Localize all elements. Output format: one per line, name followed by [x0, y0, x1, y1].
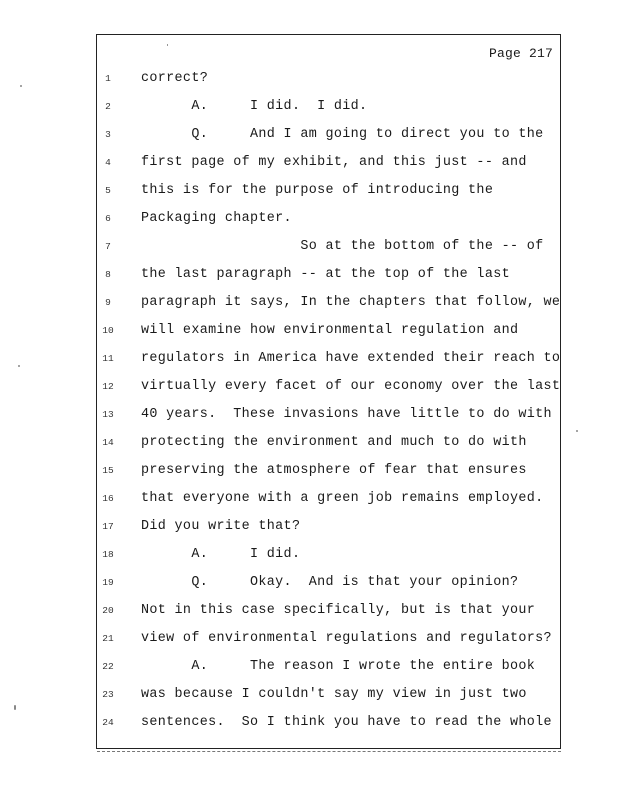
- line-text: that everyone with a green job remains employed.: [141, 491, 544, 506]
- line-number: 16: [102, 493, 114, 504]
- transcript-line: [97, 351, 560, 371]
- scan-speck: [20, 85, 22, 87]
- line-number: 1: [105, 73, 111, 84]
- line-number: 18: [102, 549, 114, 560]
- line-number: 8: [105, 269, 111, 280]
- line-text: Q. Okay. And is that your opinion?: [141, 575, 519, 590]
- scan-speck: [167, 44, 168, 46]
- line-text: 40 years. These invasions have little to do with: [141, 407, 552, 422]
- transcript-line: [97, 603, 560, 623]
- line-text: sentences. So I think you have to read the whole: [141, 715, 552, 730]
- line-text: the last paragraph -- at the top of the last: [141, 267, 510, 282]
- line-number: 12: [102, 381, 114, 392]
- line-number: 7: [105, 241, 111, 252]
- transcript-line: [97, 631, 560, 651]
- line-text: A. I did.: [141, 547, 301, 562]
- line-number: 6: [105, 213, 111, 224]
- line-number: 14: [102, 437, 114, 448]
- transcript-line: [97, 379, 560, 399]
- scan-speck: [576, 430, 578, 432]
- transcript-line: [97, 295, 560, 315]
- transcript-line: [97, 715, 560, 735]
- line-text: paragraph it says, In the chapters that follow, we: [141, 295, 561, 310]
- line-text: A. I did. I did.: [141, 99, 368, 114]
- line-number: 9: [105, 297, 111, 308]
- scan-speck: [18, 365, 20, 367]
- line-number: 24: [102, 717, 114, 728]
- line-number: 22: [102, 661, 114, 672]
- line-text: Q. And I am going to direct you to the: [141, 127, 544, 142]
- transcript-line: [97, 435, 560, 455]
- transcript-page: [96, 34, 561, 749]
- line-number: 4: [105, 157, 111, 168]
- transcript-line: [97, 155, 560, 175]
- line-text: So at the bottom of the -- of: [141, 239, 544, 254]
- line-text: first page of my exhibit, and this just -- and: [141, 155, 527, 170]
- line-text: will examine how environmental regulation and: [141, 323, 519, 338]
- line-text: preserving the atmosphere of fear that ensures: [141, 463, 527, 478]
- transcript-line: [97, 519, 560, 539]
- line-text: A. The reason I wrote the entire book: [141, 659, 536, 674]
- line-number: 2: [105, 101, 111, 112]
- transcript-line: [97, 127, 560, 147]
- line-number: 13: [102, 409, 114, 420]
- line-text: was because I couldn't say my view in just two: [141, 687, 527, 702]
- line-number: 10: [102, 325, 114, 336]
- transcript-line: [97, 547, 560, 567]
- transcript-line: [97, 239, 560, 259]
- line-text: view of environmental regulations and regulators?: [141, 631, 552, 646]
- transcript-line: [97, 463, 560, 483]
- line-text: Packaging chapter.: [141, 211, 292, 226]
- transcript-line: [97, 99, 560, 119]
- transcript-line: [97, 267, 560, 287]
- transcript-line: [97, 659, 560, 679]
- scan-speck: [14, 705, 16, 710]
- line-number: 15: [102, 465, 114, 476]
- line-number: 17: [102, 521, 114, 532]
- line-text: virtually every facet of our economy over the last: [141, 379, 561, 394]
- line-text: protecting the environment and much to do with: [141, 435, 527, 450]
- page-number: Page 217: [488, 46, 553, 61]
- line-number: 20: [102, 605, 114, 616]
- line-text: correct?: [141, 71, 209, 86]
- line-number: 11: [102, 353, 114, 364]
- line-text: Not in this case specifically, but is that your: [141, 603, 536, 618]
- line-number: 21: [102, 633, 114, 644]
- transcript-line: [97, 211, 560, 231]
- line-number: 3: [105, 129, 111, 140]
- transcript-line: [97, 71, 560, 91]
- line-number: 23: [102, 689, 114, 700]
- transcript-line: [97, 575, 560, 595]
- line-number: 19: [102, 577, 114, 588]
- line-number: 5: [105, 185, 111, 196]
- transcript-line: [97, 183, 560, 203]
- line-text: regulators in America have extended their reach to: [141, 351, 561, 366]
- line-text: Did you write that?: [141, 519, 301, 534]
- transcript-line: [97, 491, 560, 511]
- line-text: this is for the purpose of introducing the: [141, 183, 494, 198]
- transcript-line: [97, 323, 560, 343]
- transcript-line: [97, 407, 560, 427]
- transcript-line: [97, 687, 560, 707]
